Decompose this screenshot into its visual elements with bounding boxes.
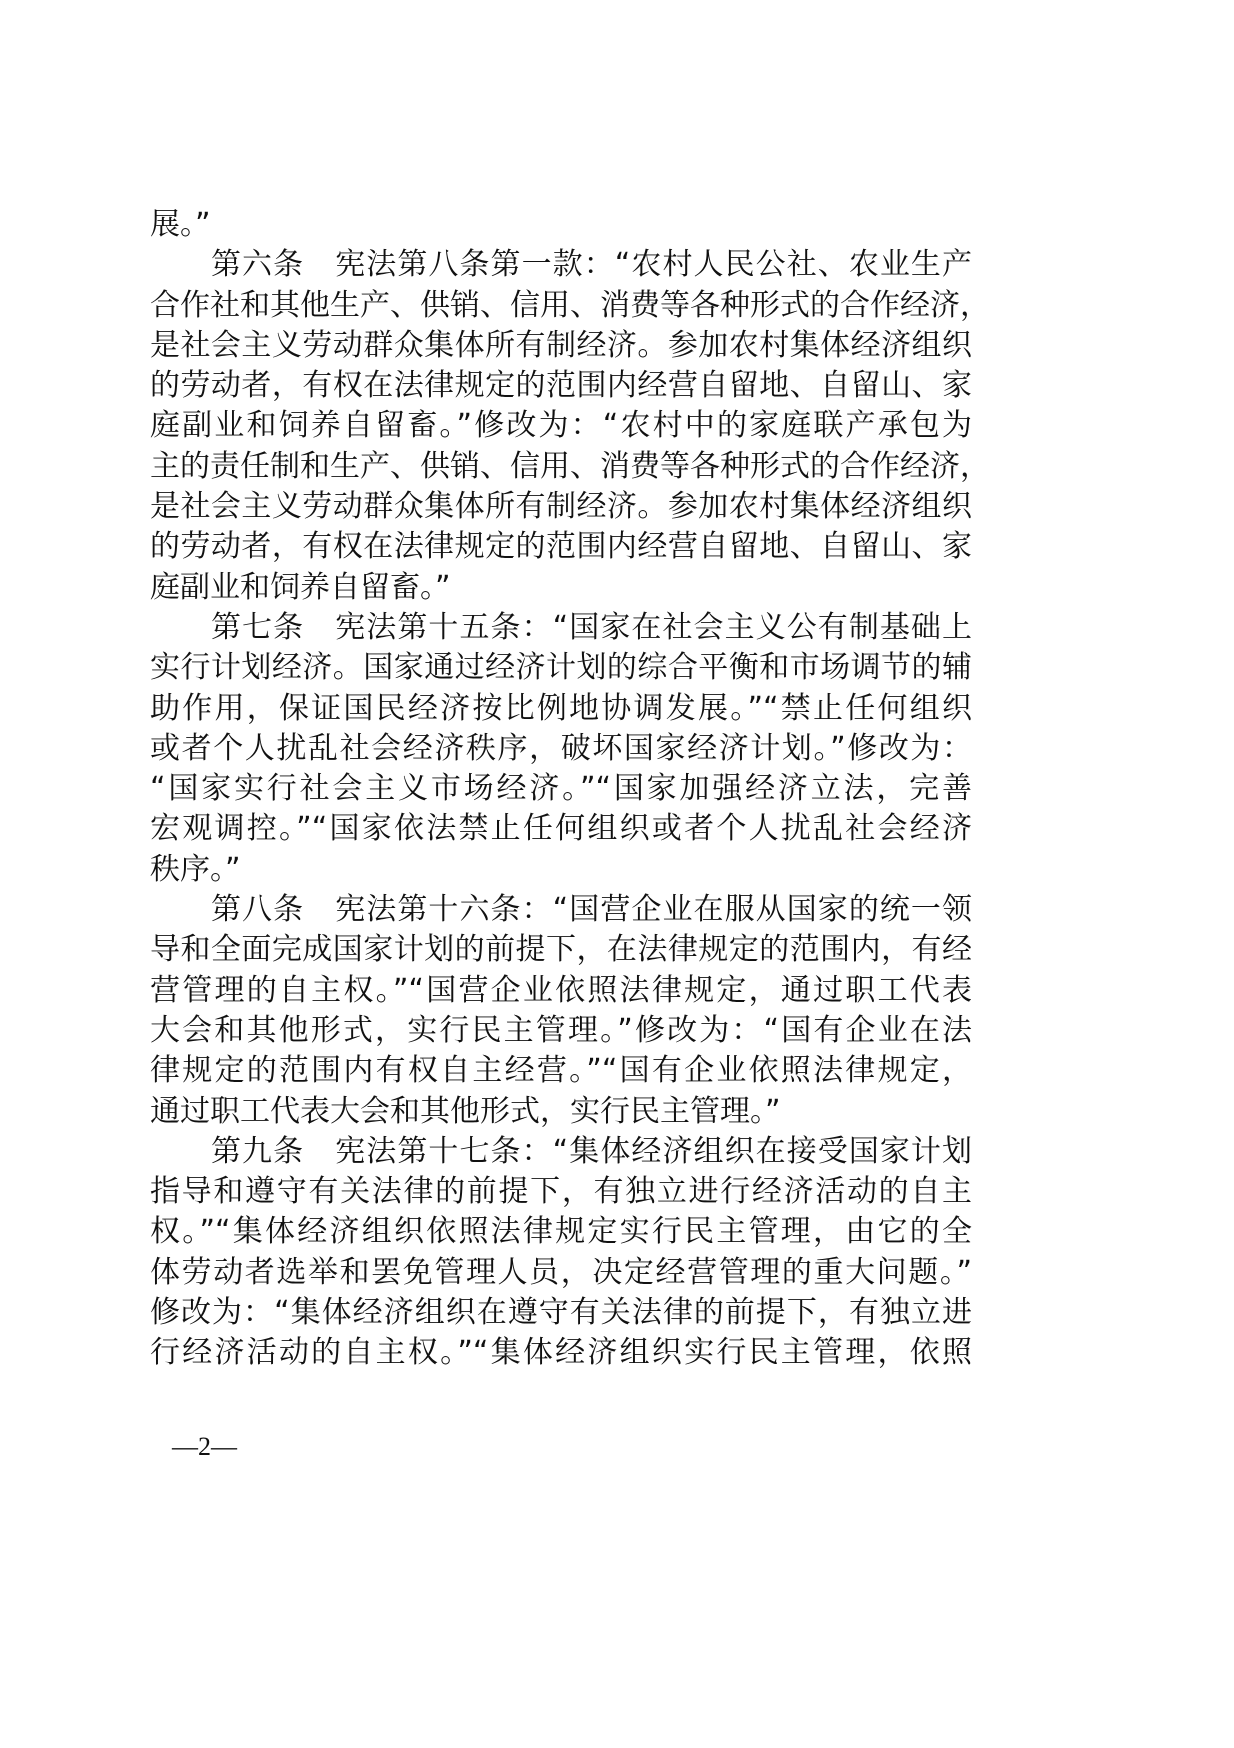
text-line: 律规定的范围内有权自主经营。”“国有企业依照法律规定， [150, 1053, 972, 1089]
text-line: 权。”“集体经济组织依照法律规定实行民主管理，由它的全 [150, 1214, 972, 1250]
text-line: 指导和遵守有关法律的前提下，有独立进行经济活动的自主 [150, 1174, 972, 1210]
text-line: 是社会主义劳动群众集体所有制经济。参加农村集体经济组织 [150, 489, 972, 525]
text-line: 秩序。” [150, 851, 241, 887]
text-line: 展。” [150, 207, 211, 242]
text-line: 庭副业和饲养自留畜。”修改为：“农村中的家庭联产承包为 [150, 408, 972, 444]
text-line: 导和全面完成国家计划的前提下，在法律规定的范围内，有经 [150, 932, 972, 968]
text-line: 助作用，保证国民经济按比例地协调发展。”“禁止任何组织 [150, 690, 972, 726]
text-line: 通过职工代表大会和其他形式，实行民主管理。” [150, 1093, 781, 1129]
text-line: 是社会主义劳动群众集体所有制经济。参加农村集体经济组织 [150, 327, 972, 363]
text-line: 第九条 宪法第十七条：“集体经济组织在接受国家计划 [211, 1133, 972, 1169]
paragraph [150, 1132, 972, 1374]
paragraph [150, 245, 990, 608]
document-body [150, 205, 990, 1374]
text-line: 庭副业和饲养自留畜。” [150, 569, 451, 605]
text-line: 或者个人扰乱社会经济秩序，破坏国家经济计划。”修改为： [150, 730, 972, 766]
page-number: —2— [172, 1432, 237, 1461]
text-line: 的劳动者，有权在法律规定的范围内经营自留地、自留山、家 [150, 368, 972, 404]
paragraph [150, 608, 972, 890]
text-line: 第六条 宪法第八条第一款：“农村人民公社、农业生产 [211, 247, 972, 283]
text-line: 实行计划经济。国家通过经济计划的综合平衡和市场调节的辅 [150, 650, 972, 686]
text-line: 宏观调控。”“国家依法禁止任何组织或者个人扰乱社会经济 [150, 811, 972, 847]
text-line: 第八条 宪法第十六条：“国营企业在服从国家的统一领 [211, 892, 972, 928]
text-line: 行经济活动的自主权。”“集体经济组织实行民主管理，依照 [150, 1335, 972, 1371]
text-line: 修改为：“集体经济组织在遵守有关法律的前提下，有独立进 [150, 1295, 972, 1331]
paragraph [150, 890, 972, 1132]
text-line: 营管理的自主权。”“国营企业依照法律规定，通过职工代表 [150, 972, 972, 1008]
text-line: 第七条 宪法第十五条：“国家在社会主义公有制基础上 [211, 609, 972, 645]
text-line: 体劳动者选举和罢免管理人员，决定经营管理的重大问题。” [150, 1254, 972, 1290]
text-line: 的劳动者，有权在法律规定的范围内经营自留地、自留山、家 [150, 529, 972, 565]
text-line: 大会和其他形式，实行民主管理。”修改为：“国有企业在法 [150, 1012, 972, 1048]
paragraph [150, 205, 972, 245]
text-line: “国家实行社会主义市场经济。”“国家加强经济立法，完善 [150, 771, 972, 807]
text-line: 合作社和其他生产、供销、信用、消费等各种形式的合作经济， [150, 287, 990, 323]
text-line: 主的责任制和生产、供销、信用、消费等各种形式的合作经济， [150, 448, 990, 484]
